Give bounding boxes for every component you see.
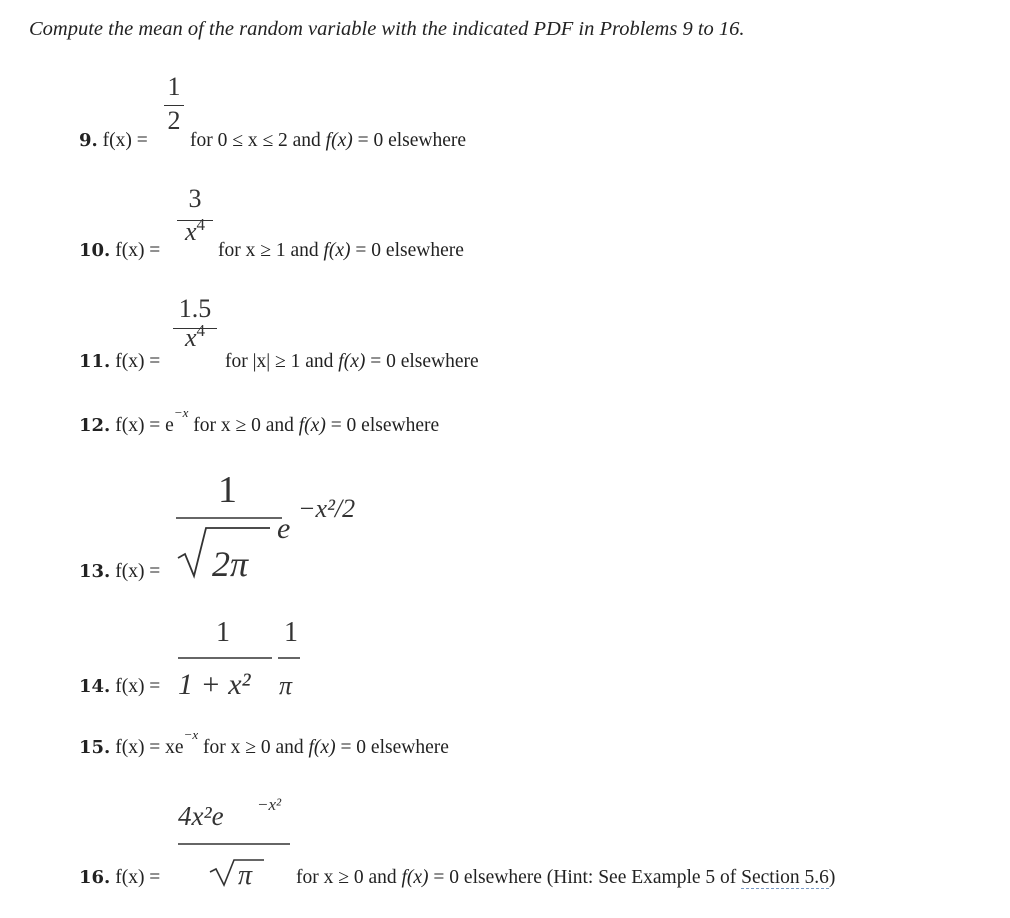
instructions: Compute the mean of the random variable with the indicated PDF in Problems 9 to 16. bbox=[29, 18, 745, 40]
p9-fraction: 1 2 bbox=[164, 72, 184, 136]
section-5-6-link[interactable]: Section 5.6 bbox=[741, 867, 829, 888]
p16-formula bbox=[172, 790, 302, 890]
problem-16: 16. f(x) = bbox=[79, 867, 161, 888]
p14-frac1-numerator: 1 bbox=[216, 617, 230, 648]
problem-13: 13. f(x) = bbox=[79, 561, 161, 582]
p13-exp-base: e bbox=[277, 512, 291, 545]
p16-sqrt-sign bbox=[210, 860, 264, 885]
p10-condition: for x ≥ 1 and f(x) = 0 elsewhere bbox=[218, 240, 464, 261]
p16-numerator: 4x²e bbox=[178, 801, 224, 831]
problem-9: 9. f(x) = bbox=[79, 130, 148, 151]
problem-14: 14. f(x) = bbox=[79, 676, 161, 697]
problem-15: 15. $f(x) = xe^{-x}$ for x ≥ 0 and f(x) = 0 elsewhere bbox=[79, 727, 449, 758]
p14-formula bbox=[172, 612, 312, 702]
p13-exponent: −x²/2 bbox=[298, 494, 356, 523]
p11-fraction: 1.5 $x^4$ bbox=[173, 294, 217, 353]
problem-12: 12. $f(x) = e^{-x}$ for x ≥ 0 and f(x) = 0 elsewhere bbox=[79, 405, 440, 436]
p14-frac1-denominator: 1 + x² bbox=[178, 668, 251, 701]
p11-condition: for |x| ≥ 1 and f(x) = 0 elsewhere bbox=[225, 351, 479, 372]
p13-formula bbox=[170, 466, 400, 586]
problem-10: 10. f(x) = bbox=[79, 240, 161, 261]
p16-numerator-exp: −x² bbox=[257, 795, 282, 814]
p14-frac2-denominator: π bbox=[279, 671, 293, 700]
p13-denominator: 2π bbox=[212, 544, 249, 584]
p14-frac2-numerator: 1 bbox=[284, 617, 298, 648]
p13-numerator: 1 bbox=[218, 469, 237, 511]
p9-condition: for 0 ≤ x ≤ 2 and f(x) = 0 elsewhere bbox=[190, 130, 467, 151]
problem-11: 11. f(x) = bbox=[79, 351, 161, 372]
p10-fraction: 3 $x^4$ bbox=[177, 184, 213, 247]
p16-condition: for x ≥ 0 and f(x) = 0 elsewhere (Hint: See Example 5 of Section 5.6) bbox=[296, 867, 836, 888]
p16-denominator: π bbox=[238, 860, 253, 890]
